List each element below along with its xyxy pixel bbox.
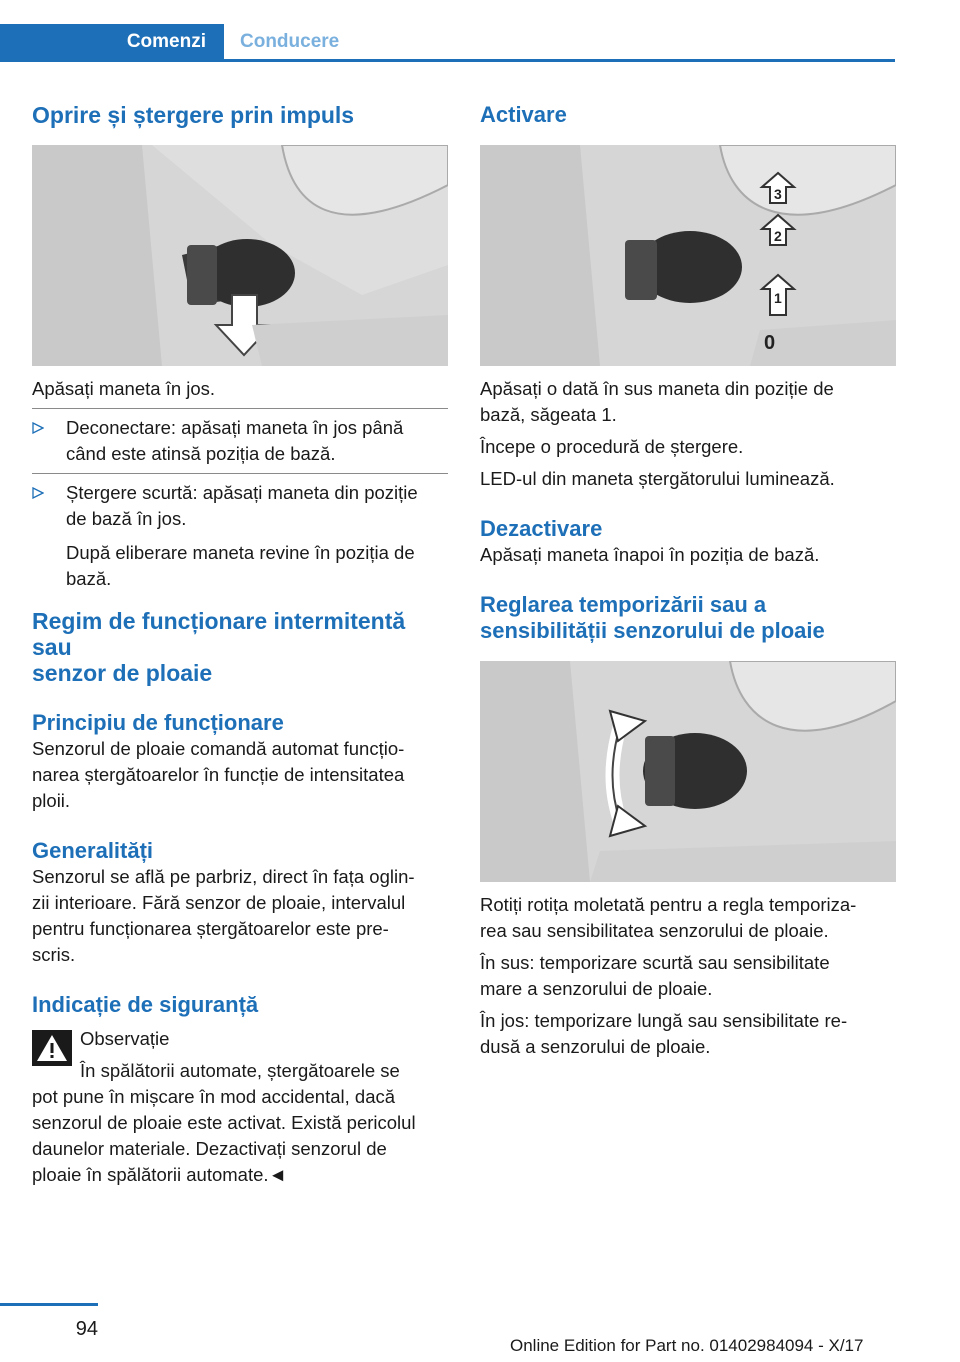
heading-dezactivare: Dezactivare	[480, 516, 603, 541]
text-procedura: Începe o procedură de ștergere.	[480, 436, 744, 457]
heading-indicatie: Indicație de siguranță	[32, 992, 259, 1017]
bullet-triangle-icon	[32, 422, 44, 434]
bullet-text: bază.	[66, 568, 112, 589]
text-generalitati	[32, 864, 448, 968]
text-dezactivare: Apăsați maneta înapoi în poziția de bază.	[480, 544, 820, 565]
bullet-triangle-icon	[32, 487, 44, 499]
warning-line: senzorul de ploaie este activat. Există pericolul	[32, 1112, 416, 1133]
text-led: LED-ul din maneta ștergătorului luminează.	[480, 468, 835, 489]
heading-line: Regim de funcționare intermitentă sau	[32, 608, 406, 660]
header-tabs	[0, 24, 895, 62]
divider	[32, 473, 448, 474]
bullet-text: de bază în jos.	[66, 508, 187, 529]
photo-lever-down	[32, 145, 448, 366]
text-line: În jos: temporizare lungă sau sensibilitate re-	[480, 1010, 848, 1031]
arrow-label-1: 1	[774, 290, 782, 306]
text-line: dusă a senzorului de ploaie.	[480, 1036, 711, 1057]
heading-line: senzor de ploaie	[32, 660, 213, 686]
left-column	[32, 100, 448, 1188]
text-in-jos	[480, 1008, 896, 1060]
bullet-text: După eliberare maneta revine în poziția de	[66, 542, 415, 563]
text-line: pentru funcționarea ștergătoarelor este pre-	[32, 918, 389, 939]
bullet-text: Deconectare: apăsați maneta în jos până	[66, 417, 404, 438]
text-line: rea sau sensibilitatea senzorului de ploaie.	[480, 920, 829, 941]
bullet-text: când este atinsă poziția de bază.	[66, 443, 336, 464]
warning-line: În spălătorii automate, ștergătoarele se	[80, 1060, 400, 1081]
warning-title: Observație	[80, 1028, 170, 1049]
heading-principiu: Principiu de funcționare	[32, 710, 284, 735]
text-line: bază, săgeata 1.	[480, 404, 617, 425]
warning-icon	[32, 1030, 72, 1066]
text-rotiti	[480, 892, 896, 944]
text-line: Rotiți rotița moletată pentru a regla temporiza-	[480, 894, 857, 915]
photo-knurled-wheel	[480, 661, 896, 882]
text-apasati: Apăsați maneta în jos.	[32, 378, 216, 399]
heading-oprire: Oprire și ștergere prin impuls	[32, 102, 355, 128]
arrow-label-2: 2	[774, 228, 782, 244]
bullet-text: Ștergere scurtă: apăsați maneta din poziție	[66, 482, 418, 503]
tab-conducere[interactable]: Conducere	[240, 31, 340, 52]
edition-text: Online Edition for Part no. 01402984094 - X/17	[510, 1336, 864, 1355]
text-line: Apăsați o dată în sus maneta din poziție de	[480, 378, 834, 399]
arrow-label-3: 3	[774, 186, 782, 202]
warning-block	[32, 1026, 448, 1188]
text-line: Senzorul se află pe parbriz, direct în fața oglin-	[32, 866, 415, 887]
divider	[32, 408, 448, 409]
heading-activare: Activare	[480, 102, 567, 127]
warning-line: ploaie în spălătorii automate.◄	[32, 1164, 287, 1185]
heading-generalitati: Generalități	[32, 838, 154, 863]
heading-reglare	[480, 592, 896, 644]
warning-line: pot pune în mișcare în mod accidental, dacă	[32, 1086, 396, 1107]
text-line: Senzorul de ploaie comandă automat funcțio-	[32, 738, 405, 759]
text-line: scris.	[32, 944, 76, 965]
tab-comenzi[interactable]: Comenzi	[0, 24, 224, 60]
heading-line: Reglarea temporizării sau a	[480, 592, 767, 617]
arrow-label-0: 0	[764, 332, 776, 354]
heading-regim	[32, 608, 448, 686]
text-principiu	[32, 736, 448, 814]
heading-line: sensibilității senzorului de ploaie	[480, 618, 825, 643]
bullet-deconectare	[32, 415, 448, 467]
footer-rule	[0, 1303, 98, 1306]
text-line: În sus: temporizare scurtă sau sensibilitate	[480, 952, 830, 973]
text-line: mare a senzorului de ploaie.	[480, 978, 713, 999]
page-number: 94	[75, 1318, 98, 1340]
bullet-stergere-scurta	[32, 480, 448, 592]
text-line: ploii.	[32, 790, 71, 811]
warning-line: daunelor materiale. Dezactivați senzorul de	[32, 1138, 387, 1159]
text-activare	[480, 376, 896, 428]
text-line: narea ștergătoarelor în funcție de intensitatea	[32, 764, 405, 785]
text-line: zii interioare. Fără senzor de ploaie, intervalul	[32, 892, 406, 913]
text-in-sus	[480, 950, 896, 1002]
right-column	[480, 100, 896, 1060]
photo-lever-up	[480, 145, 896, 366]
